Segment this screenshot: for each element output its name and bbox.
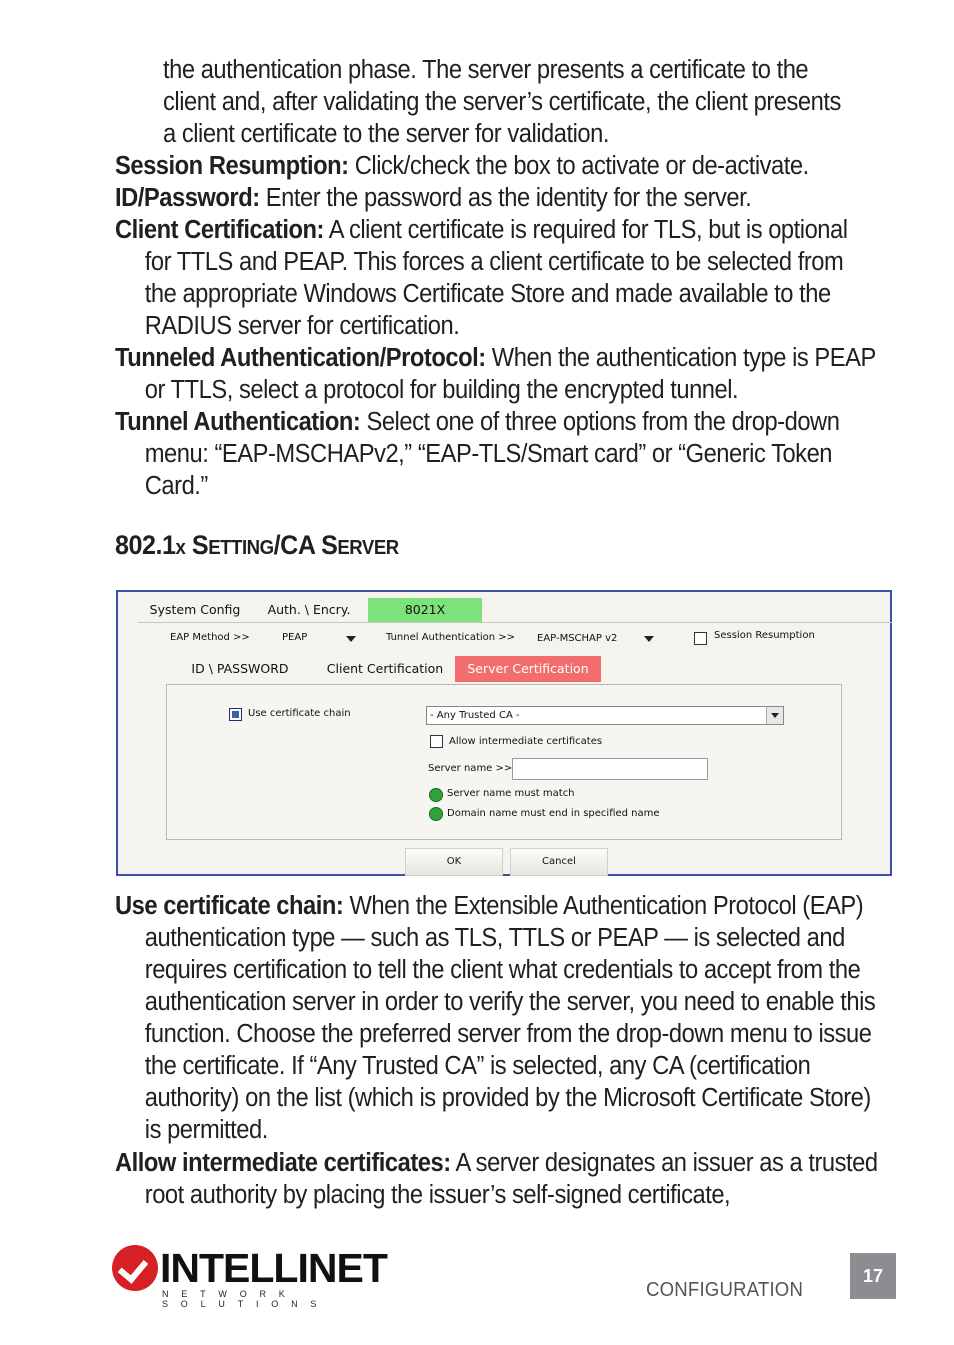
def-text: A server designates an issuer as a trusted root authority by placing the issuer’s self-signed certificate, [144,1149,878,1209]
checkmark-logo-icon [112,1245,158,1291]
def-term: Allow intermediate certificates: [115,1149,451,1177]
heading-ca: /CA S [273,530,338,560]
cancel-button[interactable]: Cancel [510,848,608,876]
radio-server-name-must-match[interactable] [429,788,443,802]
server-name-input[interactable] [512,758,708,780]
def-term: Use certificate chain: [115,892,344,920]
main-tabstrip [138,598,892,623]
tunnel-auth-dropdown-icon[interactable] [644,636,654,642]
def-id-password [115,182,879,214]
eap-method-dropdown-icon[interactable] [346,636,356,642]
ok-button[interactable]: OK [405,848,503,876]
heading-server-rest: ERVER [337,537,399,559]
radio-server-name-must-match-label: Server name must match [447,788,575,799]
logo-wordmark: INTELLINET [160,1245,387,1291]
ca-select[interactable] [426,706,784,725]
heading-setting-rest: ETTING [208,537,274,559]
def-text: When the authentication type is PEAP or TTLS, select a protocol for building the encrypted tunnel. [144,344,876,404]
intro-line-1: the authentication phase. The server presents a certificate to the [163,56,809,84]
session-resumption-checkbox[interactable] [694,632,707,645]
tab-auth-encry[interactable]: Auth. \ Encry. [267,602,351,617]
radio-domain-name-end-label: Domain name must end in specified name [447,808,660,819]
heading-number: 802.1 [115,530,176,560]
page-number: 17 [850,1253,896,1299]
footer-section-name: CONFIGURATION [646,1279,804,1301]
def-text: When the Extensible Authentication Protocol (EAP) authentication type — such as TLS, TTLS or PEAP — is selected and requires certification to tell the client what credentials to accept from the authentication server in order to verify the server, you need to enable this function. Choose the preferred server from the drop-down menu to issue the certificate. If “Any Trusted CA” is selected, any CA (certification authority) on the list (which is provided by the Microsoft Certificate Store) is permitted. [144,892,876,1144]
def-term: Tunnel Authentication: [115,408,361,436]
def-term: Session Resumption: [115,152,349,180]
def-text: Enter the password as the identity for the server. [265,184,752,212]
subtab-id-password[interactable]: ID \ PASSWORD [191,661,289,676]
def-allow-intermediate [115,1147,879,1211]
tunnel-auth-label: Tunnel Authentication >> [386,632,516,643]
def-text: Select one of three options from the drop-down menu: “EAP-MSCHAPv2,” “EAP-TLS/Smart card” or “Generic Token Card.” [144,408,840,500]
session-resumption-label: Session Resumption [714,630,815,641]
def-tunneled-auth-protocol [115,342,879,406]
heading-s: S [191,530,209,560]
intro-line-3: a client certificate to the server for validation. [163,120,610,148]
use-cert-chain-label: Use certificate chain [248,708,351,719]
def-term: Tunneled Authentication/Protocol: [115,344,486,372]
eap-method-label: EAP Method >> [170,632,250,643]
allow-intermediate-label: Allow intermediate certificates [449,736,603,747]
def-client-certification [115,214,879,342]
def-term: Client Certification: [115,216,324,244]
def-use-certificate-chain [115,890,879,1146]
subtab-client-certification[interactable]: Client Certification [326,661,444,676]
tab-8021x[interactable]: 8021X [368,598,482,622]
use-cert-chain-checkbox[interactable] [229,708,242,721]
server-name-label: Server name >> [428,763,513,774]
ca-select-value: - Any Trusted CA - [430,710,520,721]
def-term: ID/Password: [115,184,260,212]
tunnel-auth-select[interactable]: EAP-MSCHAP v2 [537,633,618,644]
dot1x-dialog [116,590,892,876]
def-tunnel-authentication [115,406,879,502]
heading-x: x [175,537,186,559]
intellinet-logo [112,1245,402,1309]
intro-line-2: client and, after validating the server’s certificate, the client presents [163,88,841,116]
def-text: A client certificate is required for TLS, but is optional for TTLS and PEAP. This forces a client certificate to be selected from the appropriate Windows Certificate Store and made available to the RADIUS server for certification. [144,216,848,340]
ca-dropdown-icon[interactable] [766,707,783,724]
subtab-server-certification[interactable]: Server Certification [455,656,601,682]
tab-system-config[interactable]: System Config [149,602,241,617]
def-session-resumption [115,150,879,182]
section-heading [115,530,399,561]
eap-method-select[interactable]: PEAP [282,632,308,643]
logo-tagline: NETWORK SOLUTIONS [162,1289,330,1309]
radio-domain-name-end[interactable] [429,807,443,821]
def-text: Click/check the box to activate or de-activate. [354,152,809,180]
allow-intermediate-checkbox[interactable] [430,735,443,748]
